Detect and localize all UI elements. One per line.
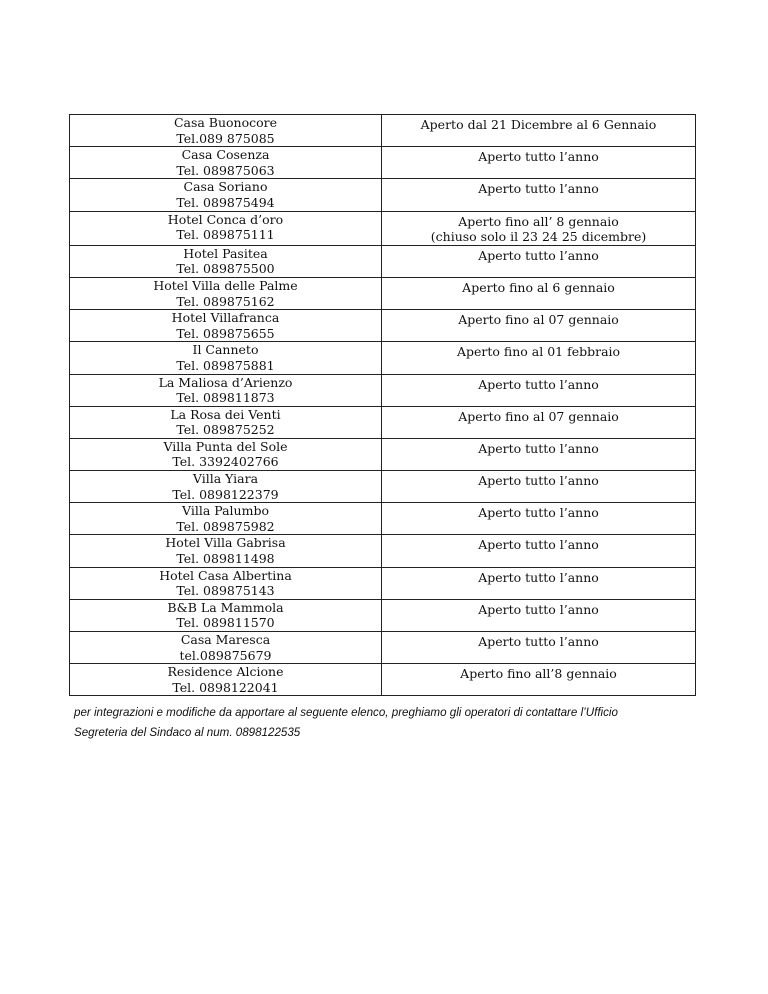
opening-status-text: Aperto tutto l’anno [478,181,599,197]
opening-status-cell [382,471,696,503]
opening-status-text: Aperto fino al 07 gennaio [458,312,619,328]
accommodation-phone: Tel. 0898122041 [172,679,279,695]
footer-note-line-2: Segreteria del Sindaco al num. 0898122535 [74,726,301,739]
table-row [70,599,696,631]
accommodation-name: Villa Punta del Sole [163,438,288,454]
accommodation-phone: Tel. 089875494 [176,194,275,210]
table-row [70,471,696,503]
accommodation-phone: Tel. 0898122379 [172,486,279,502]
opening-status-cell [382,374,696,406]
accommodation-phone: Tel. 089875063 [176,162,275,178]
accommodation-phone: Tel. 3392402766 [172,454,279,470]
table-row [70,179,696,211]
accommodation-name-cell [70,179,382,211]
opening-status-cell [382,567,696,599]
accommodation-name-cell [70,438,382,470]
opening-status-cell [382,406,696,438]
table-row [70,664,696,696]
opening-status-cell [382,115,696,147]
accommodation-phone: Tel. 089875655 [176,325,275,341]
opening-status-text: Aperto dal 21 Dicembre al 6 Gennaio [420,117,657,132]
accommodation-phone: Tel.089 875085 [176,130,275,146]
table-row [70,147,696,179]
accommodation-name: Il Canneto [192,342,259,358]
accommodation-name-cell [70,599,382,631]
opening-status-text: (chiuso solo il 23 24 25 dicembre) [430,229,647,245]
accommodation-phone: Tel. 089875143 [176,583,275,599]
accommodation-name-cell [70,664,382,696]
accommodation-name-cell [70,115,382,147]
accommodation-name-cell [70,535,382,567]
opening-status-cell [382,632,696,664]
accommodation-name-cell [70,406,382,438]
opening-status-cell [382,277,696,309]
accommodation-name: Villa Palumbo [182,503,269,519]
accommodation-name: Residence Alcione [167,664,284,680]
accommodation-name: Hotel Villa delle Palme [153,277,298,293]
accommodation-name-cell [70,147,382,179]
accommodation-phone: tel.089875679 [179,647,272,663]
accommodation-phone: Tel. 089875162 [176,293,275,309]
table-row [70,211,696,245]
table-row [70,632,696,664]
opening-status-text: Aperto tutto l’anno [478,634,599,649]
accommodation-phone: Tel. 089875982 [176,518,275,534]
accommodation-name: Villa Yiara [192,471,259,487]
accommodation-phone: Tel. 089875111 [176,227,275,243]
accommodation-name-cell [70,471,382,503]
opening-status-cell [382,310,696,342]
table-row [70,438,696,470]
accommodation-name: Casa Buonocore [173,115,278,130]
accommodation-name: Hotel Casa Albertina [159,567,292,583]
accommodation-name-cell [70,310,382,342]
table-row [70,342,696,374]
opening-status-text: Aperto fino all’ 8 gennaio [458,213,619,229]
accommodation-table-body [70,115,696,696]
accommodation-phone: Tel. 089811873 [176,390,275,406]
accommodation-name-cell [70,245,382,277]
accommodation-phone: Tel. 089875500 [176,261,275,277]
table-row [70,567,696,599]
opening-status-cell [382,147,696,179]
table-row [70,406,696,438]
opening-status-cell [382,245,696,277]
opening-status-text: Aperto tutto l’anno [478,149,599,165]
opening-status-text: Aperto tutto l’anno [478,440,599,456]
accommodation-name-cell [70,503,382,535]
accommodation-name: Hotel Pasitea [183,245,268,261]
opening-status-cell [382,503,696,535]
opening-status-cell [382,438,696,470]
opening-status-text: Aperto fino al 6 gennaio [462,279,615,295]
accommodation-name-cell [70,342,382,374]
opening-status-text: Aperto fino al 07 gennaio [458,408,619,424]
opening-status-cell [382,664,696,696]
accommodation-name-cell [70,632,382,664]
opening-status-text: Aperto tutto l’anno [478,247,599,263]
opening-status-cell [382,535,696,567]
accommodation-name: B&B La Mammola [167,599,284,615]
opening-status-text: Aperto tutto l’anno [478,537,599,553]
footer-note-line-1: per integrazioni e modifiche da apportare al seguente elenco, preghiamo gli operatori di contattare l’Ufficio [74,706,618,719]
accommodation-name-cell [70,567,382,599]
opening-status-text: Aperto tutto l’anno [478,569,599,585]
accommodation-phone: Tel. 089875252 [176,422,275,438]
accommodation-phone: Tel. 089875881 [176,357,275,373]
footer-note [74,703,714,743]
accommodation-name-cell [70,211,382,245]
accommodation-name: Casa Cosenza [181,147,270,163]
accommodation-name-cell [70,277,382,309]
opening-status-text: Aperto tutto l’anno [478,473,599,489]
accommodation-name: La Rosa dei Venti [170,406,281,422]
table-row [70,115,696,147]
accommodation-table [69,114,696,696]
opening-status-cell [382,342,696,374]
accommodation-name: Casa Soriano [183,179,268,195]
table-row [70,245,696,277]
opening-status-text: Aperto fino al 01 febbraio [456,344,621,360]
table-row [70,310,696,342]
opening-status-text: Aperto tutto l’anno [478,505,599,521]
opening-status-text: Aperto tutto l’anno [478,376,599,392]
table-row [70,277,696,309]
table-row [70,503,696,535]
opening-status-cell [382,179,696,211]
opening-status-cell [382,211,696,245]
accommodation-name: La Maliosa d’Arienzo [158,374,293,390]
accommodation-name: Hotel Conca d’oro [167,211,284,227]
opening-status-text: Aperto fino all’8 gennaio [460,666,617,682]
accommodation-name: Casa Maresca [180,632,271,647]
accommodation-phone: Tel. 089811570 [176,615,275,631]
table-row [70,374,696,406]
opening-status-text: Aperto tutto l’anno [478,601,599,617]
accommodation-name: Hotel Villa Gabrisa [165,535,286,551]
table-row [70,535,696,567]
opening-status-cell [382,599,696,631]
accommodation-phone: Tel. 089811498 [176,551,275,567]
accommodation-name: Hotel Villafranca [171,310,280,326]
accommodation-name-cell [70,374,382,406]
